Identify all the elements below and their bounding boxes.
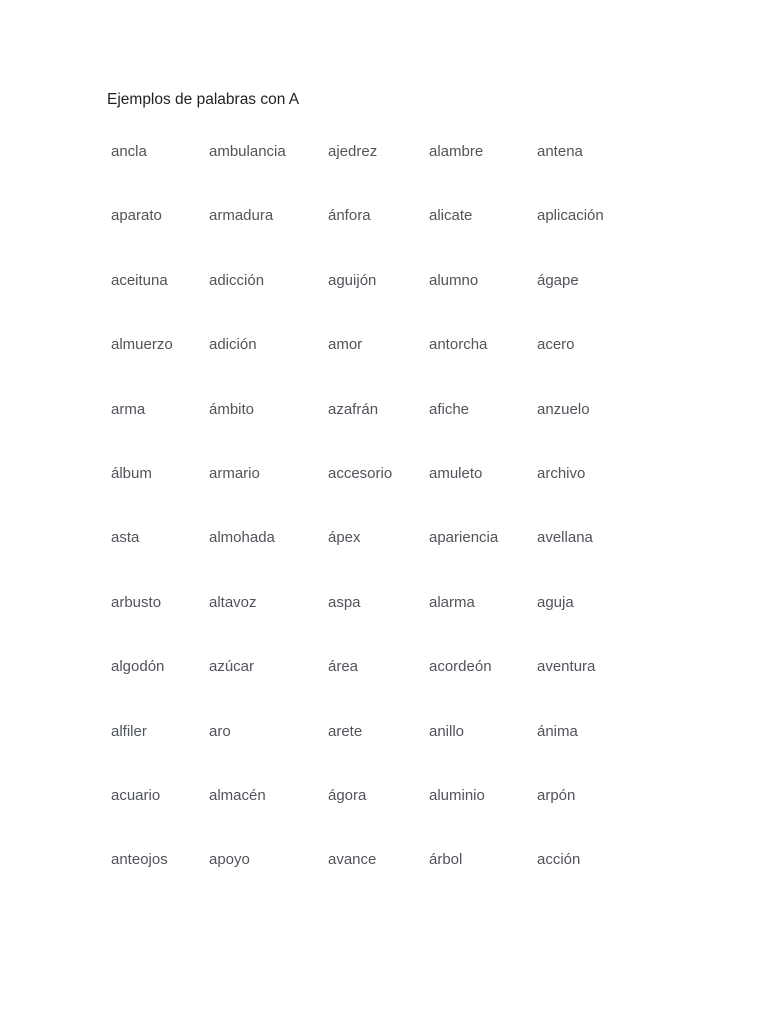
word-cell: antorcha bbox=[429, 336, 488, 354]
word-cell: aceituna bbox=[111, 271, 168, 289]
word-cell: álbum bbox=[111, 464, 152, 482]
word-cell: acordeón bbox=[429, 658, 492, 676]
word-cell: apariencia bbox=[429, 529, 499, 547]
word-row bbox=[111, 400, 671, 464]
word-cell: ámbito bbox=[209, 400, 255, 418]
word-row bbox=[111, 271, 671, 335]
word-cell: aro bbox=[209, 722, 231, 740]
word-cell: anteojos bbox=[111, 851, 168, 869]
word-cell: afiche bbox=[429, 400, 470, 418]
word-cell: avance bbox=[328, 851, 377, 869]
word-cell: apoyo bbox=[209, 851, 250, 869]
word-cell: aparato bbox=[111, 207, 162, 225]
word-cell: acero bbox=[537, 336, 575, 354]
word-row bbox=[111, 335, 671, 399]
word-cell: alicate bbox=[429, 207, 473, 225]
word-cell: aspa bbox=[328, 593, 361, 611]
word-cell: amuleto bbox=[429, 464, 483, 482]
word-cell: armadura bbox=[209, 207, 274, 225]
word-cell: ápex bbox=[328, 529, 361, 547]
word-cell: área bbox=[328, 658, 359, 676]
word-cell: aplicación bbox=[537, 207, 604, 225]
word-cell: aguijón bbox=[328, 271, 377, 289]
word-cell: árbol bbox=[429, 851, 463, 869]
word-row bbox=[111, 657, 671, 721]
word-cell: arete bbox=[328, 722, 363, 740]
word-row bbox=[111, 850, 671, 914]
word-cell: accesorio bbox=[328, 464, 393, 482]
word-row bbox=[111, 528, 671, 592]
word-cell: acción bbox=[537, 851, 581, 869]
word-cell: aguja bbox=[537, 593, 574, 611]
word-cell: archivo bbox=[537, 464, 586, 482]
word-row bbox=[111, 593, 671, 657]
page-title: Ejemplos de palabras con A bbox=[107, 91, 300, 108]
word-cell: azúcar bbox=[209, 658, 255, 676]
word-row bbox=[111, 786, 671, 850]
word-row bbox=[111, 464, 671, 528]
word-cell: almohada bbox=[209, 529, 275, 547]
word-cell: algodón bbox=[111, 658, 165, 676]
word-cell: anillo bbox=[429, 722, 465, 740]
word-cell: acuario bbox=[111, 786, 161, 804]
word-cell: altavoz bbox=[209, 593, 257, 611]
word-cell: ánima bbox=[537, 722, 578, 740]
word-cell: ancla bbox=[111, 143, 147, 160]
word-cell: asta bbox=[111, 529, 140, 547]
word-cell: amor bbox=[328, 336, 363, 354]
word-cell: armario bbox=[209, 464, 260, 482]
word-row bbox=[111, 206, 671, 270]
word-cell: aluminio bbox=[429, 786, 485, 804]
word-cell: anzuelo bbox=[537, 400, 590, 418]
word-cell: alarma bbox=[429, 593, 475, 611]
word-cell: avellana bbox=[537, 529, 593, 547]
word-cell: ágora bbox=[328, 786, 367, 804]
word-cell: adición bbox=[209, 336, 257, 354]
word-cell: arbusto bbox=[111, 593, 162, 611]
word-grid bbox=[111, 142, 671, 915]
word-cell: ágape bbox=[537, 271, 579, 289]
word-cell: alambre bbox=[429, 143, 484, 160]
word-cell: ambulancia bbox=[209, 143, 286, 160]
word-cell: azafrán bbox=[328, 400, 379, 418]
word-cell: adicción bbox=[209, 271, 265, 289]
word-row bbox=[111, 722, 671, 786]
word-cell: ánfora bbox=[328, 207, 371, 225]
word-cell: arma bbox=[111, 400, 146, 418]
word-cell: aventura bbox=[537, 658, 596, 676]
word-cell: almacén bbox=[209, 786, 266, 804]
word-cell: ajedrez bbox=[328, 143, 378, 160]
word-cell: almuerzo bbox=[111, 336, 173, 354]
word-row bbox=[111, 142, 671, 206]
word-cell: arpón bbox=[537, 786, 576, 804]
word-cell: antena bbox=[537, 143, 583, 160]
word-cell: alumno bbox=[429, 271, 479, 289]
word-cell: alfiler bbox=[111, 722, 147, 740]
